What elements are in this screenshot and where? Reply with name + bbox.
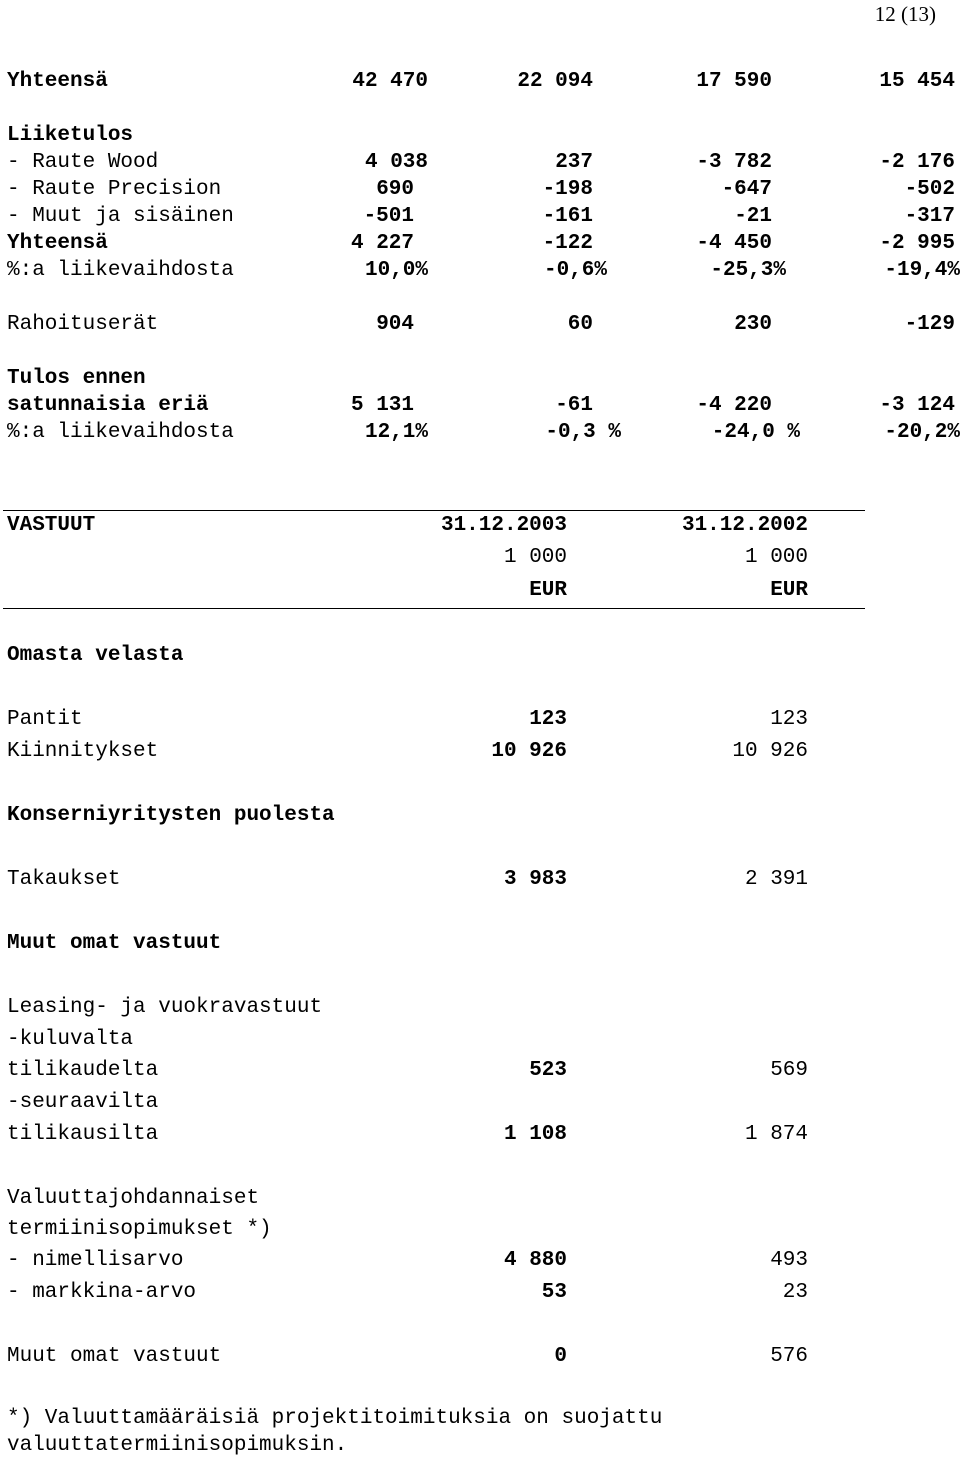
value-cell: -0,3 % xyxy=(545,421,621,444)
table-row xyxy=(0,365,960,392)
value-cell: -24,0 % xyxy=(711,421,800,444)
table-row xyxy=(0,994,960,1021)
divider xyxy=(3,510,865,511)
table-row xyxy=(0,1343,960,1370)
value-cell: -25,3% xyxy=(710,259,786,282)
value-cell: -198 xyxy=(542,178,593,201)
row-label: - nimellisarvo xyxy=(7,1249,184,1272)
row-label: Yhteensä xyxy=(7,232,108,255)
table-row xyxy=(0,1026,960,1053)
row-label: termiinisopimukset *) xyxy=(7,1218,272,1241)
table-row xyxy=(0,176,960,203)
value-cell: -61 xyxy=(555,394,593,417)
row-label: Muut omat vastuut xyxy=(7,1345,222,1368)
value-cell: -4 450 xyxy=(696,232,772,255)
value-cell: 576 xyxy=(770,1345,808,1368)
table-row xyxy=(0,706,960,733)
value-cell: -4 220 xyxy=(696,394,772,417)
table-row xyxy=(0,311,960,338)
table-row xyxy=(0,1057,960,1084)
unit-row xyxy=(0,544,960,571)
value-cell: 1 108 xyxy=(503,1123,567,1146)
value-cell: 5 131 xyxy=(350,394,414,417)
column-unit: EUR xyxy=(770,579,808,602)
row-label: satunnaisia eriä xyxy=(7,394,209,417)
section-heading xyxy=(0,122,960,149)
column-unit: 1 000 xyxy=(744,546,808,569)
value-cell: 237 xyxy=(555,151,593,174)
row-label: Kiinnitykset xyxy=(7,740,159,763)
row-label: tilikaudelta xyxy=(7,1059,159,1082)
table-row xyxy=(0,149,960,176)
table-row xyxy=(0,1216,960,1243)
row-label: %:a liikevaihdosta xyxy=(7,421,234,444)
value-cell: 4 038 xyxy=(364,151,428,174)
value-cell: -647 xyxy=(721,178,772,201)
footnote xyxy=(7,1405,662,1459)
row-label: - Raute Precision xyxy=(7,178,222,201)
row-label: Valuuttajohdannaiset xyxy=(7,1187,260,1210)
footnote-line: *) Valuuttamääräisiä projektitoimituksia on suojattu xyxy=(7,1407,663,1430)
value-cell: 4 227 xyxy=(350,232,414,255)
vastuut-header-row xyxy=(0,512,960,539)
row-label: -kuluvalta xyxy=(7,1028,134,1051)
value-cell: 10,0% xyxy=(364,259,428,282)
row-label: Pantit xyxy=(7,708,83,731)
value-cell: 0 xyxy=(554,1345,567,1368)
liiketulos-title: Liiketulos xyxy=(7,124,134,147)
value-cell: -3 124 xyxy=(879,394,955,417)
value-cell: 42 470 xyxy=(352,70,428,93)
value-cell: -122 xyxy=(542,232,593,255)
value-cell: -3 782 xyxy=(696,151,772,174)
value-cell: 690 xyxy=(376,178,414,201)
table-row xyxy=(0,392,960,419)
value-cell: -2 995 xyxy=(879,232,955,255)
value-cell: -317 xyxy=(904,205,955,228)
table-row xyxy=(0,1089,960,1116)
row-label: tilikausilta xyxy=(7,1123,159,1146)
value-cell: 4 880 xyxy=(503,1249,567,1272)
value-cell: 230 xyxy=(734,313,772,336)
value-cell: -0,6% xyxy=(543,259,607,282)
value-cell: -161 xyxy=(542,205,593,228)
value-cell: -21 xyxy=(734,205,772,228)
table-row xyxy=(0,1185,960,1212)
value-cell: -2 176 xyxy=(879,151,955,174)
row-label: %:a liikevaihdosta xyxy=(7,259,234,282)
row-label: Yhteensä xyxy=(7,70,108,93)
omasta-title: Omasta velasta xyxy=(7,644,184,667)
row-label: - markkina-arvo xyxy=(7,1281,197,1304)
value-cell: 123 xyxy=(529,708,567,731)
value-cell: 15 454 xyxy=(879,70,955,93)
section-heading xyxy=(0,930,960,957)
value-cell: 10 926 xyxy=(732,740,808,763)
value-cell: 10 926 xyxy=(491,740,567,763)
table-row xyxy=(0,1279,960,1306)
table-row xyxy=(0,419,960,446)
table-row xyxy=(0,257,960,284)
unit-row xyxy=(0,577,960,604)
row-label: Takaukset xyxy=(7,868,121,891)
row-label: Rahoituserät xyxy=(7,313,159,336)
table-row xyxy=(0,738,960,765)
summary-total-row xyxy=(0,68,960,95)
value-cell: -502 xyxy=(904,178,955,201)
value-cell: -501 xyxy=(363,205,414,228)
value-cell: -20,2% xyxy=(884,421,960,444)
column-unit: 1 000 xyxy=(503,546,567,569)
muut-title: Muut omat vastuut xyxy=(7,932,222,955)
konserni-title: Konserniyritysten puolesta xyxy=(7,804,335,827)
footnote-line: valuuttatermiinisopimuksin. xyxy=(7,1434,348,1457)
value-cell: 523 xyxy=(529,1059,567,1082)
value-cell: 12,1% xyxy=(364,421,428,444)
table-row xyxy=(0,203,960,230)
row-label: -seuraavilta xyxy=(7,1091,159,1114)
value-cell: 904 xyxy=(376,313,414,336)
value-cell: -19,4% xyxy=(884,259,960,282)
value-cell: 22 094 xyxy=(517,70,593,93)
value-cell: 493 xyxy=(770,1249,808,1272)
table-row xyxy=(0,1121,960,1148)
value-cell: 23 xyxy=(782,1281,808,1304)
value-cell: 3 983 xyxy=(503,868,567,891)
row-label: - Muut ja sisäinen xyxy=(7,205,234,228)
table-row xyxy=(0,866,960,893)
section-heading xyxy=(0,642,960,669)
vastuut-title: VASTUUT xyxy=(7,514,96,537)
row-label: Tulos ennen xyxy=(7,367,146,390)
value-cell: 17 590 xyxy=(696,70,772,93)
value-cell: 60 xyxy=(567,313,593,336)
row-label: Leasing- ja vuokravastuut xyxy=(7,996,323,1019)
page-number: 12 (13) xyxy=(874,2,936,26)
divider xyxy=(3,608,865,609)
row-label: - Raute Wood xyxy=(7,151,159,174)
column-header: 31.12.2002 xyxy=(681,514,808,537)
table-row xyxy=(0,230,960,257)
column-unit: EUR xyxy=(529,579,567,602)
value-cell: 2 391 xyxy=(744,868,808,891)
value-cell: -129 xyxy=(904,313,955,336)
value-cell: 53 xyxy=(541,1281,567,1304)
value-cell: 123 xyxy=(770,708,808,731)
section-heading xyxy=(0,802,960,829)
value-cell: 569 xyxy=(770,1059,808,1082)
table-row xyxy=(0,1247,960,1274)
column-header: 31.12.2003 xyxy=(440,514,567,537)
value-cell: 1 874 xyxy=(744,1123,808,1146)
